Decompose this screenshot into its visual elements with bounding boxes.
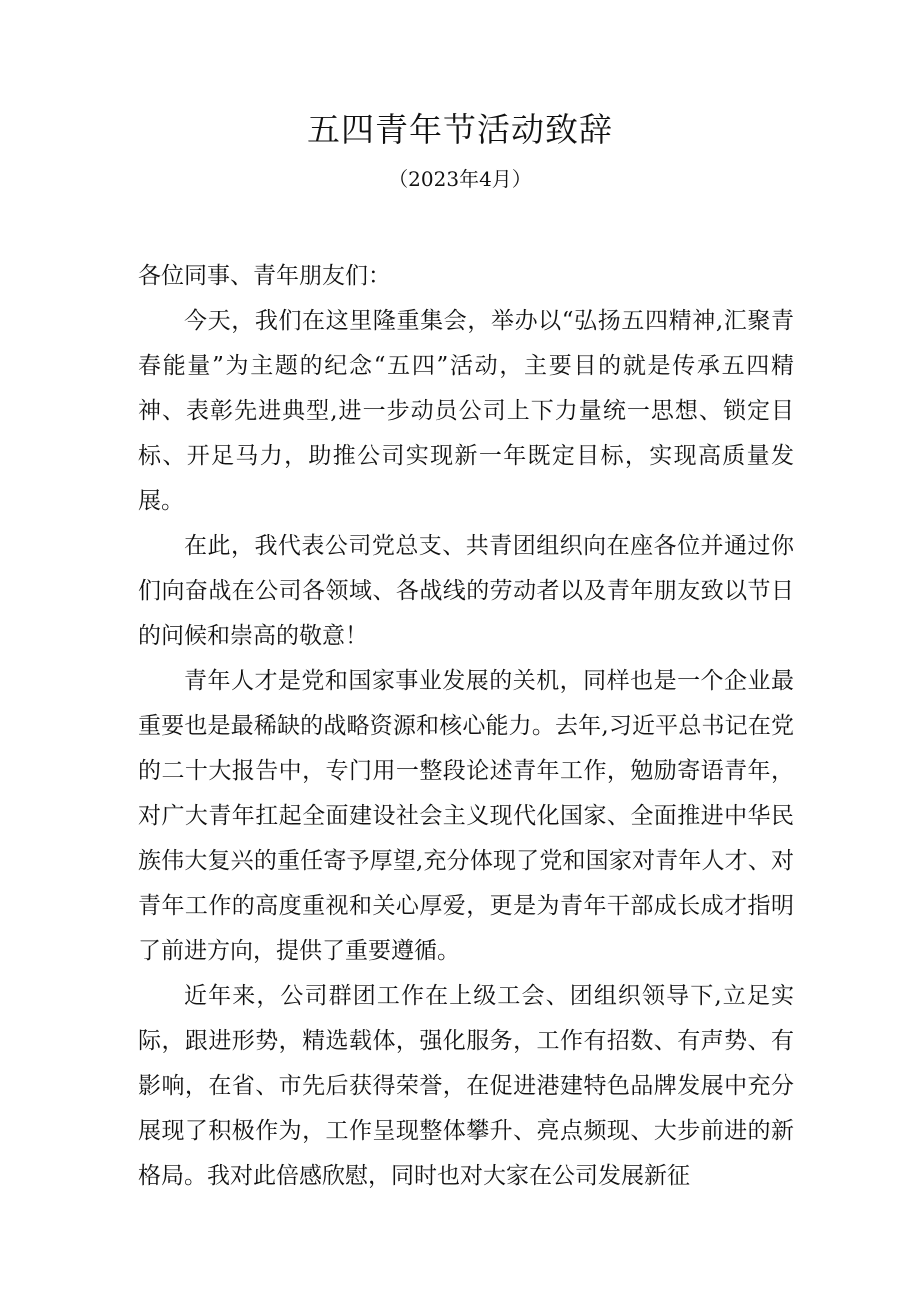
paragraph-3: 青年人才是党和国家事业发展的关机，同样也是一个企业最重要也是最稀缺的战略资源和核心能力。去年,习近平总书记在党的二十大报告中，专门用一整段论述青年工作，勉励寄语青年，对广大青年扛起全面建设社会主义现代化国家、全面推进中华民族伟大复兴的重任寄予厚望,充分体现了党和国家对青年人才、对青年工作的高度重视和关心厚爱，更是为青年干部成长成才指明了前进方向，提供了重要遵循。 bbox=[138, 668, 794, 964]
document-date: （2023年4月） bbox=[388, 167, 532, 191]
document-title: 五四青年节活动致辞 bbox=[307, 110, 613, 149]
paragraph-1: 今天，我们在这里隆重集会，举办以“弘扬五四精神,汇聚青春能量”为主题的纪念“五四”活动，主要目的就是传承五四精神、表彰先进典型,进一步动员公司上下力量统一思想、锁定目标、开足马力，助推公司实现新一年既定目标，实现高质量发展。 bbox=[138, 308, 794, 514]
salutation: 各位同事、青年朋友们： bbox=[138, 263, 391, 289]
paragraph-4: 近年来，公司群团工作在上级工会、团组织领导下,立足实际，跟进形势，精选载体，强化服务，工作有招数、有声势、有影响，在省、市先后获得荣誉，在促进港建特色品牌发展中充分展现了积极作为，工作呈现整体攀升、亮点频现、大步前进的新格局。我对此倍感欣慰，同时也对大家在公司发展新征 bbox=[138, 983, 794, 1189]
paragraph-2: 在此，我代表公司党总支、共青团组织向在座各位并通过你们向奋战在公司各领域、各战线的劳动者以及青年朋友致以节日的问候和崇高的敬意！ bbox=[138, 533, 794, 649]
document-body bbox=[138, 254, 794, 1199]
